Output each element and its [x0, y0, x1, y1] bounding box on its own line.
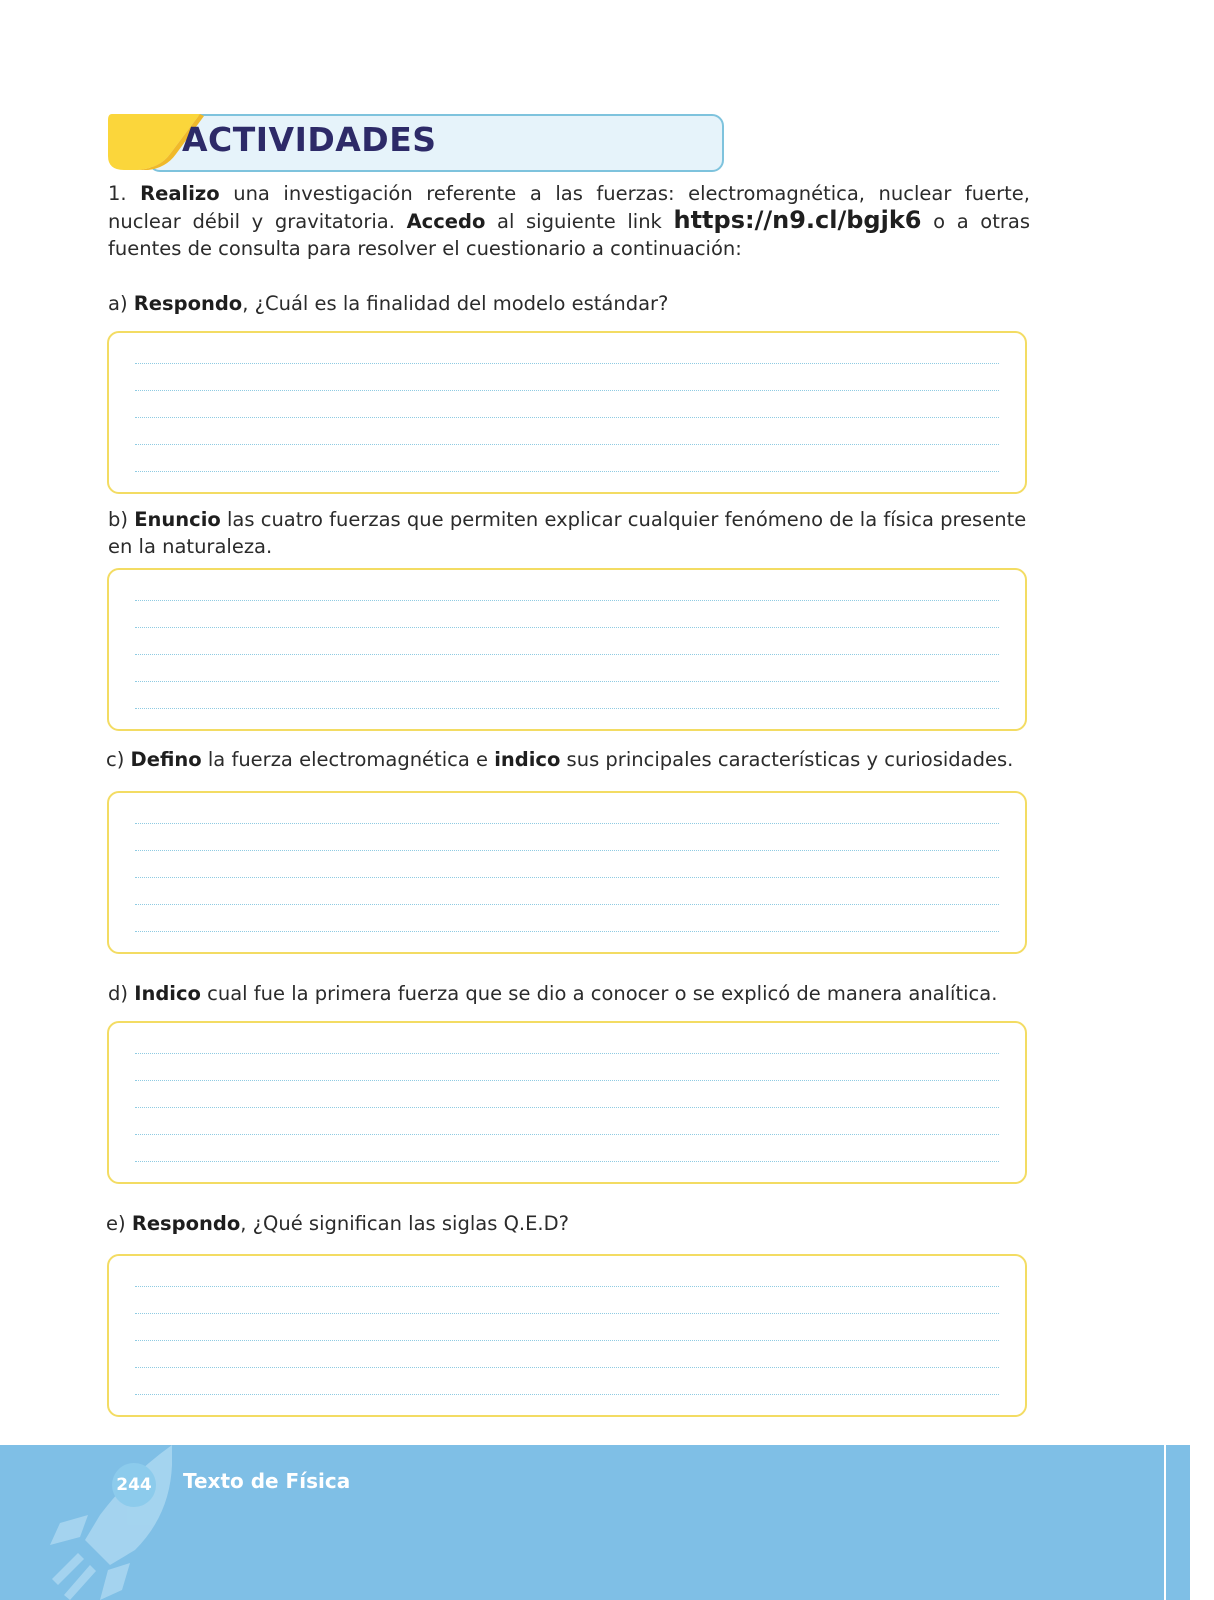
answer-line: [135, 363, 999, 364]
question-letter: b): [108, 508, 135, 531]
answer-box-b[interactable]: [107, 568, 1027, 731]
question-verb: Respondo: [133, 292, 243, 315]
answer-line: [135, 654, 999, 655]
page-title: ACTIVIDADES: [182, 120, 437, 159]
answer-box-e[interactable]: [107, 1254, 1027, 1417]
activities-banner: [108, 114, 722, 170]
answer-line: [135, 600, 999, 601]
answer-line: [135, 417, 999, 418]
book-title: Texto de Física: [183, 1469, 351, 1493]
answer-line: [135, 390, 999, 391]
item-number: 1.: [108, 182, 127, 205]
answer-line: [135, 1053, 999, 1054]
intro-text-3: o a otras fuentes de consulta para resolver el cuestionario a continuación:: [108, 210, 1030, 260]
question-verb-2: indico: [494, 748, 561, 771]
answer-line: [135, 877, 999, 878]
intro-verb-realizo: Realizo: [140, 182, 220, 205]
question-text: las cuatro fuerzas que permiten explicar cualquier fenómeno de la física presente en la naturaleza.: [108, 508, 1027, 558]
answer-line: [135, 1340, 999, 1341]
question-verb: Respondo: [131, 1212, 241, 1235]
intro-text-1: una investigación referente a las fuerzas: electromagnética, nuclear fuerte, nuclear débil y gravitatoria.: [108, 182, 1030, 233]
question-b: [108, 506, 1030, 560]
question-text: la fuerza electromagnética e: [201, 748, 495, 771]
question-text: cual fue la primera fuerza que se dio a conocer o se explicó de manera analítica.: [200, 982, 998, 1005]
answer-line: [135, 471, 999, 472]
footer-edge-strip: [1166, 1445, 1190, 1600]
answer-line: [135, 1134, 999, 1135]
answer-line: [135, 823, 999, 824]
question-verb: Enuncio: [134, 508, 221, 531]
answer-line: [135, 627, 999, 628]
answer-box-c[interactable]: [107, 791, 1027, 954]
question-verb: Defino: [130, 748, 202, 771]
page-footer: [0, 1445, 1164, 1600]
answer-line: [135, 1080, 999, 1081]
rocket-icon: [40, 1445, 190, 1600]
question-letter: e): [106, 1212, 132, 1235]
intro-verb-accedo: Accedo: [406, 210, 486, 233]
resource-link[interactable]: https://n9.cl/bgjk6: [673, 206, 922, 234]
question-c: [106, 746, 1028, 773]
question-letter: a): [108, 292, 134, 315]
question-letter: d): [108, 982, 135, 1005]
intro-paragraph: [108, 180, 1030, 262]
answer-line: [135, 1286, 999, 1287]
question-text: , ¿Cuál es la finalidad del modelo estándar?: [242, 292, 669, 315]
question-d: [108, 980, 1030, 1007]
answer-line: [135, 1161, 999, 1162]
question-letter: c): [106, 748, 131, 771]
answer-line: [135, 931, 999, 932]
question-a: [108, 290, 1030, 317]
answer-box-d[interactable]: [107, 1021, 1027, 1184]
answer-line: [135, 1107, 999, 1108]
answer-line: [135, 1313, 999, 1314]
question-verb: Indico: [134, 982, 201, 1005]
answer-line: [135, 1394, 999, 1395]
answer-line: [135, 1367, 999, 1368]
answer-line: [135, 904, 999, 905]
question-text-2: sus principales características y curiosidades.: [560, 748, 1014, 771]
answer-line: [135, 681, 999, 682]
answer-line: [135, 708, 999, 709]
question-e: [106, 1210, 1028, 1237]
answer-line: [135, 444, 999, 445]
answer-line: [135, 850, 999, 851]
question-text: , ¿Qué significan las siglas Q.E.D?: [240, 1212, 569, 1235]
page-number: 244: [116, 1475, 152, 1495]
answer-box-a[interactable]: [107, 331, 1027, 494]
intro-text-2: al siguiente link: [485, 210, 674, 233]
